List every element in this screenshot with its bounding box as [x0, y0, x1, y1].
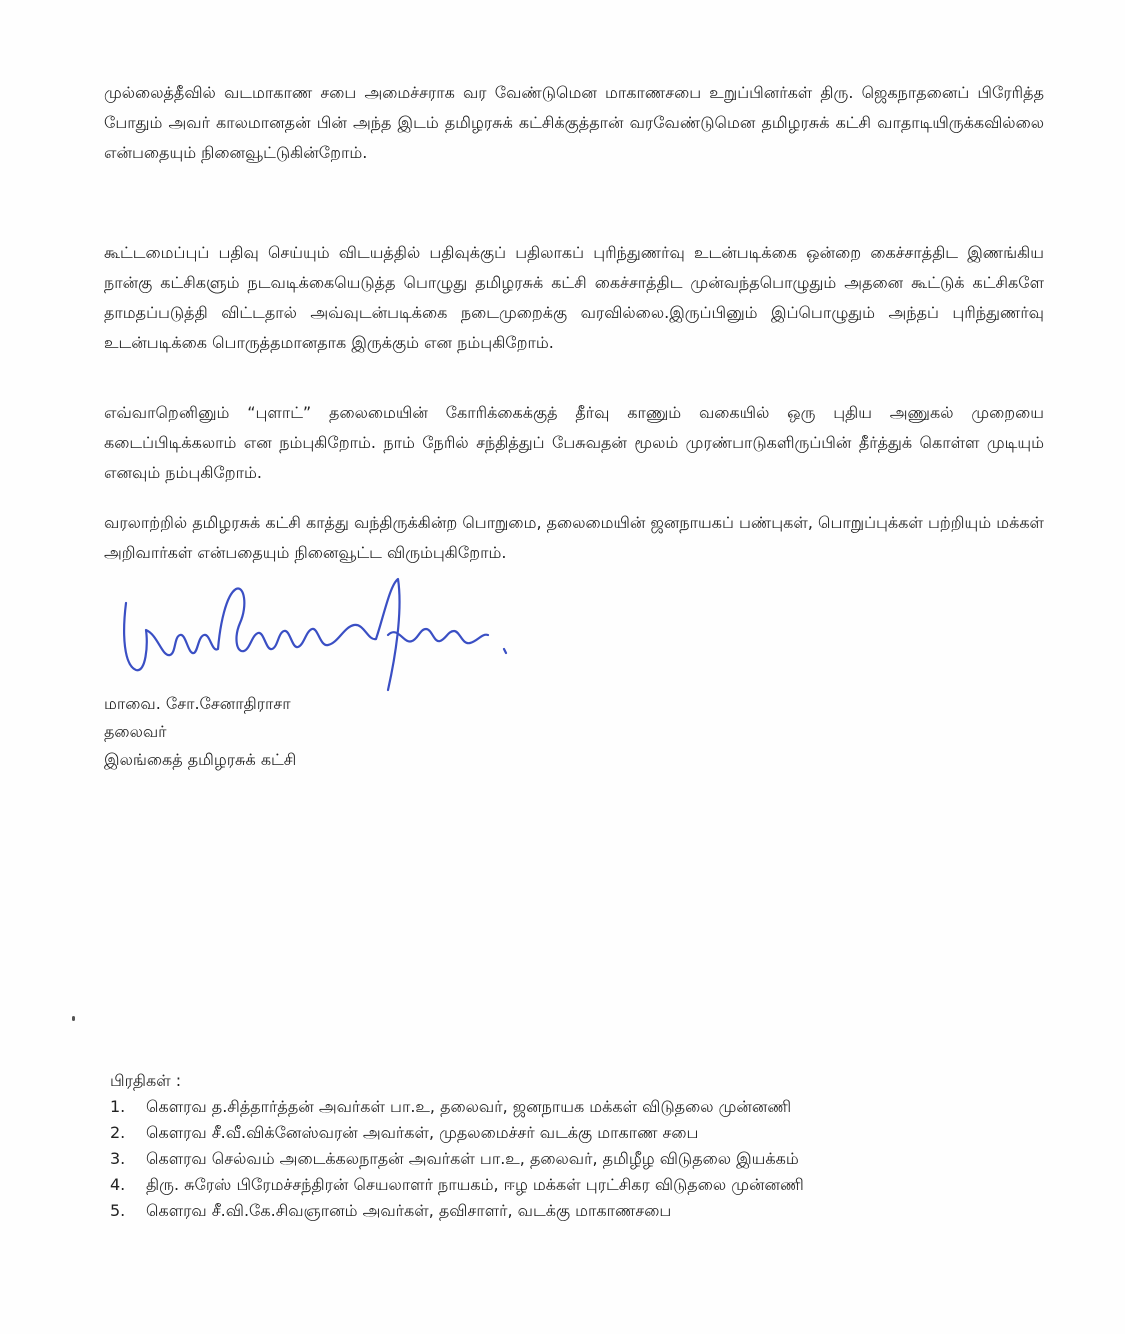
list-item [110, 1146, 1030, 1172]
list-item-number: 5. [110, 1201, 126, 1220]
list-item-number: 1. [110, 1097, 126, 1116]
list-item-number: 4. [110, 1175, 126, 1194]
list-item-text: திரு. சுரேஸ் பிரேமச்சந்திரன் செயலாளர் நாயகம், ஈழ மக்கள் புரட்சிகர விடுதலை முன்னணி [146, 1175, 804, 1194]
list-item-text: கௌரவ த.சித்தார்த்தன் அவர்கள் பா.உ, தலைவர், ஜனநாயக மக்கள் விடுதலை முன்னணி [146, 1097, 792, 1116]
signer-title: தலைவர் [104, 722, 167, 741]
signer-organization: இலங்கைத் தமிழரசுக் கட்சி [104, 750, 297, 769]
list-item-number: 3. [110, 1149, 126, 1168]
paragraph-1: முல்லைத்தீவில் வடமாகாண சபை அமைச்சராக வர வேண்டுமென மாகாணசபை உறுப்பினர்கள் திரு. ஜெகநாதனைப் பிரேரித்த போதும் அவர் காலமானதன் பின் அந்த இடம் தமிழரசுக் கட்சிக்குத்தான் வரவேண்டுமென தமிழரசுக் கட்சி வாதாடியிருக்கவில்லை என்பதையும் நினைவூட்டுகின்றோம். [104, 83, 1044, 162]
handwritten-signature [118, 575, 518, 695]
list-item [110, 1120, 1030, 1146]
copies-heading: பிரதிகள் : [110, 1071, 182, 1090]
list-item-text: கௌரவ சீ.வீ.விக்னேஸ்வரன் அவர்கள், முதலமைச்சர் வடக்கு மாகாண சபை [146, 1123, 699, 1142]
list-item-text: கௌரவ சீ.வி.கே.சிவஞானம் அவர்கள், தவிசாளர், வடக்கு மாகாணசபை [146, 1201, 672, 1220]
copies-list [110, 1094, 1030, 1224]
list-item [110, 1094, 1030, 1120]
paragraph-3: எவ்வாறெனினும் “புளாட்” தலைமையின் கோரிக்கைக்குத் தீர்வு காணும் வகையில் ஒரு புதிய அணுகல் முறையை கடைப்பிடிக்கலாம் என நம்புகிறோம். நாம் நேரில் சந்தித்துப் பேசுவதன் மூலம் முரண்பாடுகளிருப்பின் தீர்த்துக் கொள்ள முடியும் எனவும் நம்புகிறோம். [104, 403, 1044, 482]
paragraph-4: வரலாற்றில் தமிழரசுக் கட்சி காத்து வந்திருக்கின்ற பொறுமை, தலைமையின் ஜனநாயகப் பண்புகள், பொறுப்புக்கள் பற்றியும் மக்கள் அறிவார்கள் என்பதையும் நினைவூட்ட விரும்புகிறோம். [104, 513, 1044, 562]
list-item [110, 1198, 1030, 1224]
list-item-number: 2. [110, 1123, 126, 1142]
list-item [110, 1172, 1030, 1198]
signer-name: மாவை. சோ.சேனாதிராசா [104, 694, 291, 713]
paragraph-2: கூட்டமைப்புப் பதிவு செய்யும் விடயத்தில் பதிவுக்குப் பதிலாகப் புரிந்துணர்வு உடன்படிக்கை ஒன்றை கைச்சாத்திட இணங்கிய நான்கு கட்சிகளும் நடவடிக்கையெடுத்த பொழுது தமிழரசுக் கட்சி கைச்சாத்திட முன்வந்தபொழுதும் அதனை கூட்டுக் கட்சிகளே தாமதப்படுத்தி விட்டதால் அவ்வுடன்படிக்கை நடைமுறைக்கு வரவில்லை.இருப்பினும் இப்பொழுதும் அந்தப் புரிந்துணர்வு உடன்படிக்கை பொருத்தமானதாக இருக்கும் என நம்புகிறோம். [104, 243, 1044, 352]
list-item-text: கௌரவ செல்வம் அடைக்கலநாதன் அவர்கள் பா.உ, தலைவர், தமிழீழ விடுதலை இயக்கம் [146, 1149, 799, 1168]
scan-speck [72, 1016, 75, 1021]
